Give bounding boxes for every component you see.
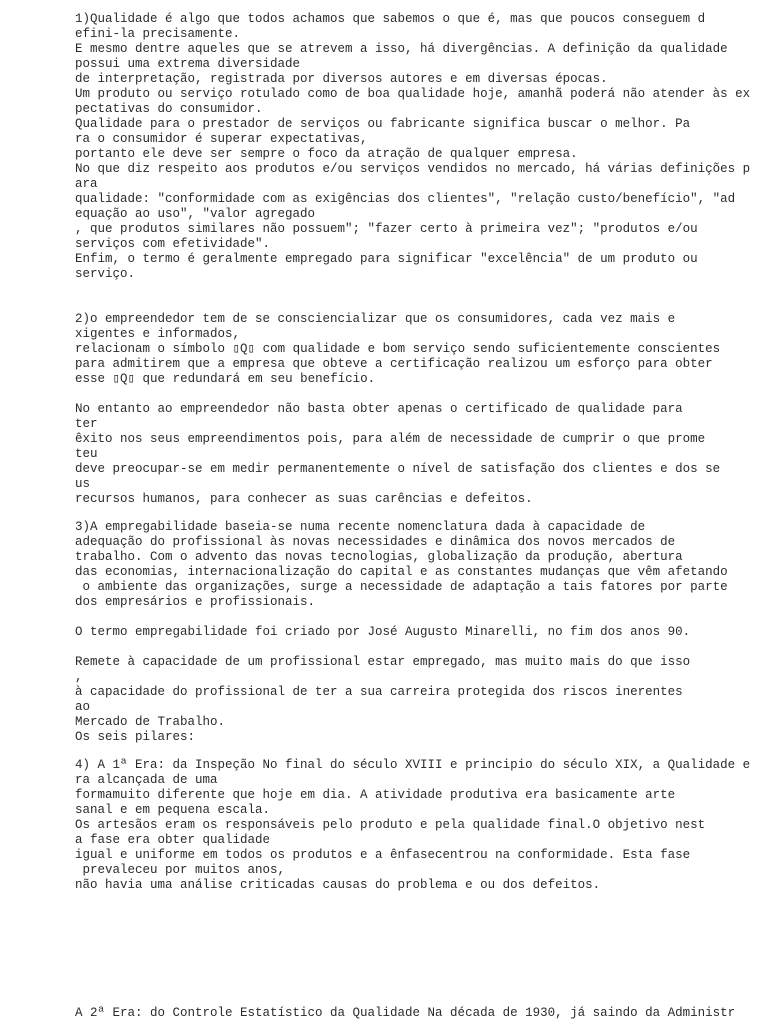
document-text-line: Os seis pilares: (75, 730, 196, 744)
document-text-line: não havia uma análise criticadas causas do problema e ou dos defeitos. (75, 878, 601, 892)
document-text-line: esse ▯Q▯ que redundará em seu benefício. (75, 372, 376, 386)
document-text-line: ara (75, 177, 98, 191)
document-text-line: dos empresários e profissionais. (75, 595, 316, 609)
document-text-line: qualidade: "conformidade com as exigências dos clientes", "relação custo/benefício", "ad (75, 192, 736, 206)
document-text-line: relacionam o símbolo ▯Q▯ com qualidade e bom serviço sendo suficientemente conscientes (75, 342, 721, 356)
document-text-line: adequação do profissional às novas necessidades e dinâmica dos novos mercados de (75, 535, 676, 549)
document-text-line: No que diz respeito aos produtos e/ou serviços vendidos no mercado, há várias definições p (75, 162, 751, 176)
document-text-line: xigentes e informados, (75, 327, 241, 341)
document-text-line: us (75, 477, 91, 491)
document-text-line: Mercado de Trabalho. (75, 715, 226, 729)
document-text-line: igual e uniforme em todos os produtos e a ênfasecentrou na conformidade. Esta fase (75, 848, 691, 862)
document-text-line: êxito nos seus empreendimentos pois, para além de necessidade de cumprir o que prome (75, 432, 706, 446)
document-text-line: Os artesãos eram os responsáveis pelo produto e pela qualidade final.O objetivo nest (75, 818, 706, 832)
document-text-line: efini-la precisamente. (75, 27, 241, 41)
document-text-line: ter (75, 417, 98, 431)
document-text-line: , (75, 670, 83, 684)
document-text-line: serviços com efetividade". (75, 237, 271, 251)
document-text-line: o ambiente das organizações, surge a necessidade de adaptação a tais fatores por parte (75, 580, 728, 594)
document-text-line: A 2ª Era: do Controle Estatístico da Qualidade Na década de 1930, já saindo da Administr (75, 1006, 736, 1020)
document-text-line: formamuito diferente que hoje em dia. A atividade produtiva era basicamente arte (75, 788, 676, 802)
document-text-line: 1)Qualidade é algo que todos achamos que sabemos o que é, mas que poucos conseguem d (75, 12, 706, 26)
document-text-line: Remete à capacidade de um profissional estar empregado, mas muito mais do que isso (75, 655, 691, 669)
document-text-line: deve preocupar-se em medir permanentemente o nível de satisfação dos clientes e dos se (75, 462, 721, 476)
document-text-line: a fase era obter qualidade (75, 833, 271, 847)
document-text-line: E mesmo dentre aqueles que se atrevem a isso, há divergências. A definição da qualidade (75, 42, 728, 56)
document-text-line: teu (75, 447, 98, 461)
document-text-line: Qualidade para o prestador de serviços ou fabricante significa buscar o melhor. Pa (75, 117, 691, 131)
document-text-line: trabalho. Com o advento das novas tecnologias, globalização da produção, abertura (75, 550, 683, 564)
document-text-line: Um produto ou serviço rotulado como de boa qualidade hoje, amanhã poderá não atender às ex (75, 87, 751, 101)
document-text-line: das economias, internacionalização do capital e as constantes mudanças que vêm afetando (75, 565, 728, 579)
document-text-line: pectativas do consumidor. (75, 102, 263, 116)
document-text-line: O termo empregabilidade foi criado por José Augusto Minarelli, no fim dos anos 90. (75, 625, 691, 639)
document-text-line: serviço. (75, 267, 136, 281)
document-text-line: ra alcançada de uma (75, 773, 218, 787)
document-text-line: sanal e em pequena escala. (75, 803, 271, 817)
document-text-line: ao (75, 700, 91, 714)
document-text-line: , que produtos similares não possuem"; "fazer certo à primeira vez"; "produtos e/ou (75, 222, 698, 236)
document-text-line: ra o consumidor é superar expectativas, (75, 132, 368, 146)
document-text-line: de interpretação, registrada por diversos autores e em diversas épocas. (75, 72, 608, 86)
document-text-line: Enfim, o termo é geralmente empregado para significar "excelência" de um produto ou (75, 252, 698, 266)
document-text-line: 4) A 1ª Era: da Inspeção No final do século XVIII e principio do século XIX, a Qualidade e (75, 758, 751, 772)
document-text-line: prevaleceu por muitos anos, (75, 863, 286, 877)
document-text-line: portanto ele deve ser sempre o foco da atração de qualquer empresa. (75, 147, 578, 161)
document-text-line: possui uma extrema diversidade (75, 57, 301, 71)
document-text-line: recursos humanos, para conhecer as suas carências e defeitos. (75, 492, 533, 506)
document-text-line: No entanto ao empreendedor não basta obter apenas o certificado de qualidade para (75, 402, 683, 416)
document-text-line: 3)A empregabilidade baseia-se numa recente nomenclatura dada à capacidade de (75, 520, 646, 534)
document-text-line: à capacidade do profissional de ter a sua carreira protegida dos riscos inerentes (75, 685, 683, 699)
document-text-line: 2)o empreendedor tem de se consciencializar que os consumidores, cada vez mais e (75, 312, 676, 326)
document-text-line: para admitirem que a empresa que obteve a certificação realizou um esforço para obter (75, 357, 713, 371)
document-text-line: equação ao uso", "valor agregado (75, 207, 316, 221)
